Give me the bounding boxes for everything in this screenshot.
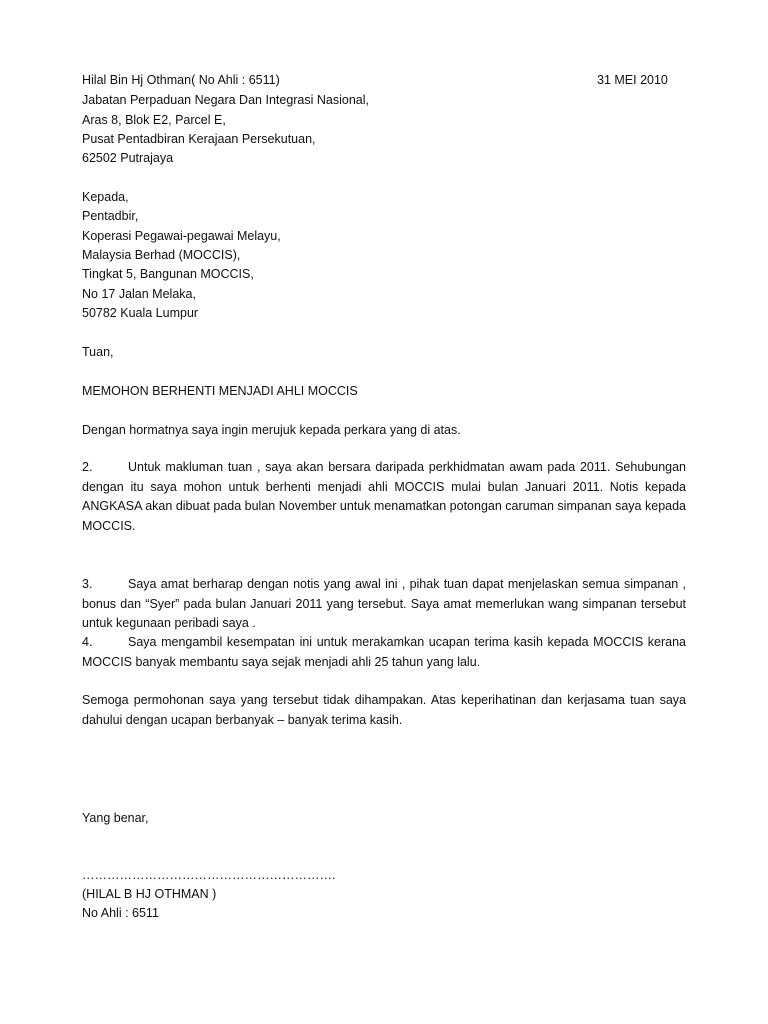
sender-name-line: Hilal Bin Hj Othman( No Ahli : 6511) [82, 73, 280, 87]
recipient-line: Tingkat 5, Bangunan MOCCIS, [82, 267, 254, 281]
closing-paragraph: Semoga permohonan saya yang tersebut tidak dihampakan. Atas keperihatinan dan kerjasama tuan saya dahului dengan ucapan berbanyak – banyak terima kasih. [82, 693, 686, 727]
letter-date: 31 MEI 2010 [597, 73, 668, 87]
paragraph-text: Untuk makluman tuan , saya akan bersara daripada perkhidmatan awam pada 2011. Sehubungan dengan itu saya mohon untuk berhenti menjadi ahli MOCCIS mulai bulan Januari 2011. Notis kepada ANGKASA akan dibuat pada bulan November untuk menamatkan potongan caruman simpanan saya kepada MOCCIS. [82, 460, 686, 533]
paragraph-4 [82, 633, 686, 672]
paragraph-2 [82, 458, 686, 536]
signature-line: ……………………………………………………. [82, 868, 336, 882]
recipient-line: 50782 Kuala Lumpur [82, 306, 199, 320]
sender-address-line: Pusat Pentadbiran Kerajaan Persekutuan, [82, 132, 316, 146]
paragraph-number: 3. [82, 577, 93, 591]
salutation: Tuan, [82, 345, 114, 359]
sign-off: Yang benar, [82, 811, 149, 825]
paragraph-3 [82, 575, 686, 634]
paragraph-number: 4. [82, 635, 93, 649]
member-number: No Ahli : 6511 [82, 906, 159, 920]
paragraph-number: 2. [82, 460, 93, 474]
paragraph-text: Saya mengambil kesempatan ini untuk merakamkan ucapan terima kasih kepada MOCCIS kerana MOCCIS banyak membantu saya sejak menjadi ahli 25 tahun yang lalu. [82, 635, 686, 669]
recipient-line: Pentadbir, [82, 209, 139, 223]
signatory-name: (HILAL B HJ OTHMAN ) [82, 887, 217, 901]
recipient-line: Malaysia Berhad (MOCCIS), [82, 248, 241, 262]
sender-address-line: Aras 8, Blok E2, Parcel E, [82, 113, 226, 127]
sender-address-line: Jabatan Perpaduan Negara Dan Integrasi Nasional, [82, 93, 369, 107]
recipient-line: Koperasi Pegawai-pegawai Melayu, [82, 229, 281, 243]
intro-line: Dengan hormatnya saya ingin merujuk kepada perkara yang di atas. [82, 423, 461, 437]
subject-line: MEMOHON BERHENTI MENJADI AHLI MOCCIS [82, 384, 358, 398]
recipient-line: No 17 Jalan Melaka, [82, 287, 196, 301]
recipient-line: Kepada, [82, 190, 129, 204]
paragraph-text: Saya amat berharap dengan notis yang awal ini , pihak tuan dapat menjelaskan semua simpanan , bonus dan “Syer” pada bulan Januari 2011 yang tersebut. Saya amat memerlukan wang simpanan tersebut untuk kegunaan peribadi saya . [82, 577, 686, 630]
sender-address-line: 62502 Putrajaya [82, 151, 174, 165]
